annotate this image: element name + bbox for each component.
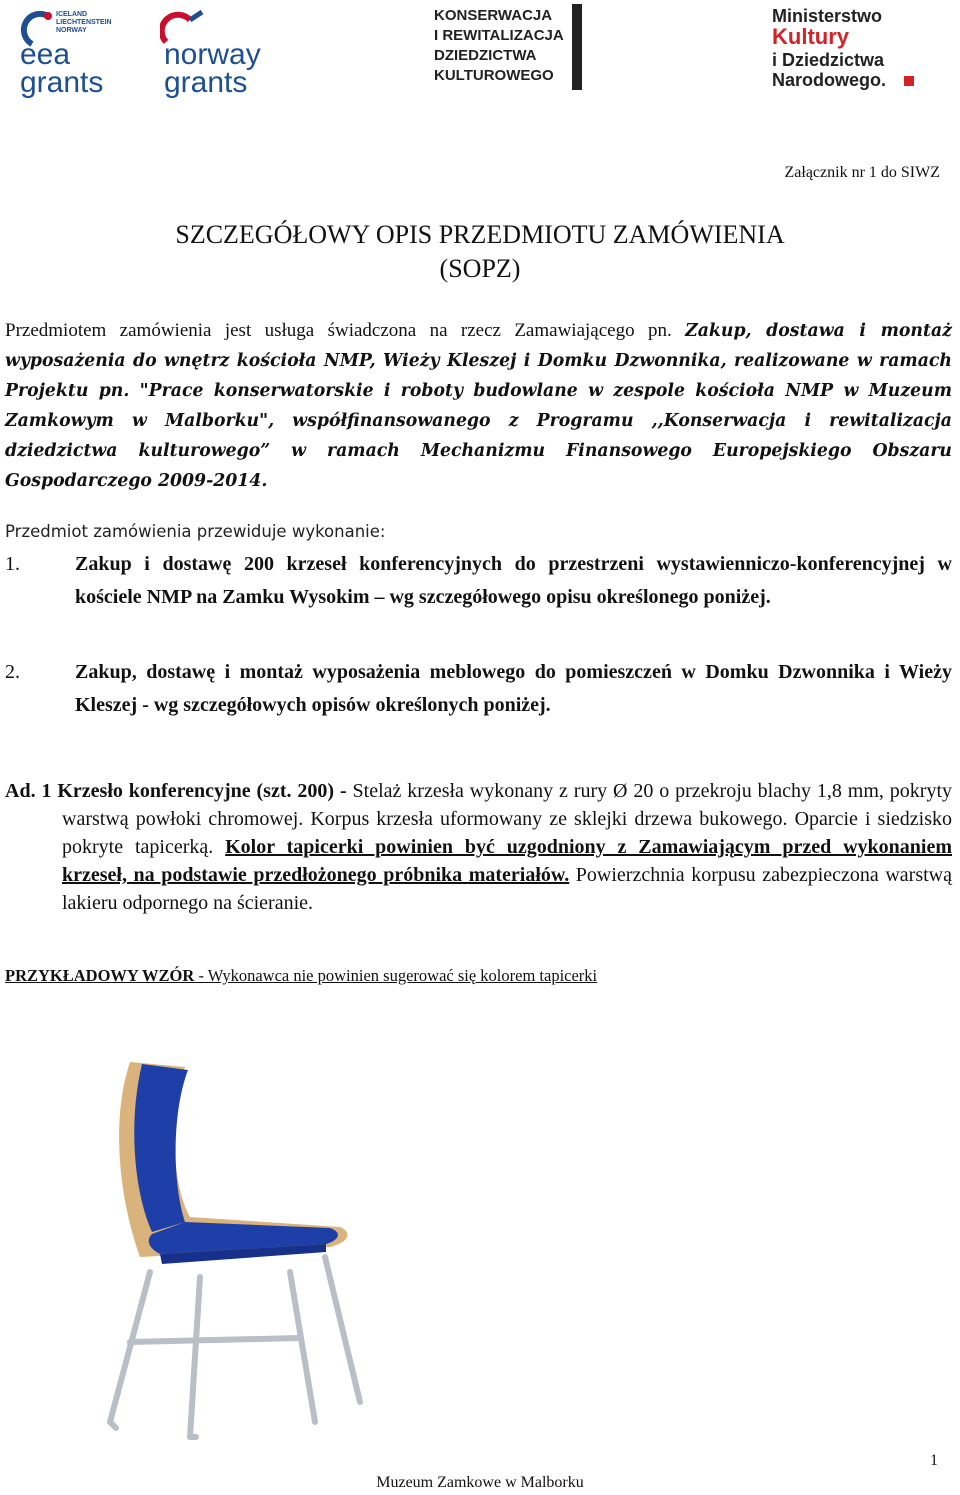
scope-item-2 [5,656,952,722]
ministry-logo [770,4,920,94]
title-line-1: SZCZEGÓŁOWY OPIS PRZEDMIOTU ZAMÓWIENIA [175,220,785,249]
svg-text:KONSERWACJA: KONSERWACJA [434,7,553,24]
svg-text:grants: grants [20,66,104,98]
svg-text:Ministerstwo: Ministerstwo [772,6,883,26]
chair-spec-text [5,777,952,917]
svg-text:i Dziedzictwa: i Dziedzictwa [772,50,885,70]
attachment-label: Załącznik nr 1 do SIWZ [784,164,940,181]
intro-plain-text: Przedmiotem zamówienia jest usługa świadczona na rzecz Zamawiającego pn. [5,320,686,341]
sample-note-rest: - Wykonawca nie powinien sugerować się kolorem tapicerki [194,966,598,985]
title-line-2: (SOPZ) [439,254,521,283]
svg-text:NORWAY: NORWAY [56,27,87,34]
document-title [0,218,960,286]
svg-text:LIECHTENSTEIN: LIECHTENSTEIN [56,19,112,26]
scope-lead: Przedmiot zamówienia przewiduje wykonanie: [5,522,386,541]
svg-text:eea: eea [20,38,71,71]
intro-paragraph [5,316,952,496]
item-number: 2. [5,661,20,683]
svg-text:KULTUROWEGO: KULTUROWEGO [434,67,554,84]
sample-note-bold: PRZYKŁADOWY WZÓR [5,966,195,985]
svg-text:Kultury: Kultury [772,24,849,49]
item-number: 1. [5,553,20,575]
page-number: 1 [930,1452,938,1469]
chair-specification [5,777,952,917]
chair-spec-desc: Stelaż krzesła wykonany z rury Ø 20 o przekroju blachy 1,8 mm, pokryty warstwą powłoki chromowej. Korpus krzesła uformowany ze sklejki drzewa bukowego. Oparcie i siedzisko pokryte tapicerką. [62,780,953,858]
intro-italic-text: Zakup, dostawa i montaż wyposażenia do wnętrz kościoła NMP, Wieży Kleszej i Domku Dzwonnika, realizowane w ramach Projektu pn. "Prace konserwatorskie i roboty budowlane w zespole kościoła NMP w Muzeum Zamkowym w Malborku", współfinansowanego z Programu ,,Konserwacja i rewitalizacja dziedzictwa kulturowego” w ramach Mechanizmu Finansowego Europejskiego Obszaru Gospodarczego 2009-2014. [5,321,952,491]
svg-text:grants: grants [164,66,248,98]
norway-grants-logo [160,6,295,98]
scope-item-1 [5,548,952,614]
svg-text:I REWITALIZACJA: I REWITALIZACJA [434,27,564,44]
ksd-programme-logo [432,2,592,92]
sample-note [5,966,597,986]
svg-text:DZIEDZICTWA: DZIEDZICTWA [434,47,537,64]
footer: Muzeum Zamkowe w Malborku [376,1474,584,1491]
chair-spec-underlined: Kolor tapicerki powinien być uzgodniony z Zamawiającym przed wykonaniem krzeseł, na podstawie przedłożonego próbnika materiałów. [62,836,952,886]
eea-grants-logo [18,6,158,98]
svg-text:Narodowego.: Narodowego. [772,70,887,90]
chair-image [90,1042,380,1442]
svg-text:ICELAND: ICELAND [56,11,88,18]
item-text: Zakup i dostawę 200 krzeseł konferencyjnych do przestrzeni wystawienniczo-konferencyjnej w kościele NMP na Zamku Wysokim – wg szczegółowego opisu określonego poniżej. [75,553,952,608]
svg-text:norway: norway [164,38,261,71]
chair-spec-heading: Ad. 1 Krzesło konferencyjne (szt. 200) - [5,780,353,802]
item-text: Zakup, dostawę i montaż wyposażenia meblowego do pomieszczeń w Domku Dzwonnika i Wieży Kleszej - wg szczegółowych opisów określonych poniżej. [75,661,952,716]
chair-spec-tail: Powierzchnia korpusu zabezpieczona warstwą lakieru odpornego na ścieranie. [62,864,952,914]
